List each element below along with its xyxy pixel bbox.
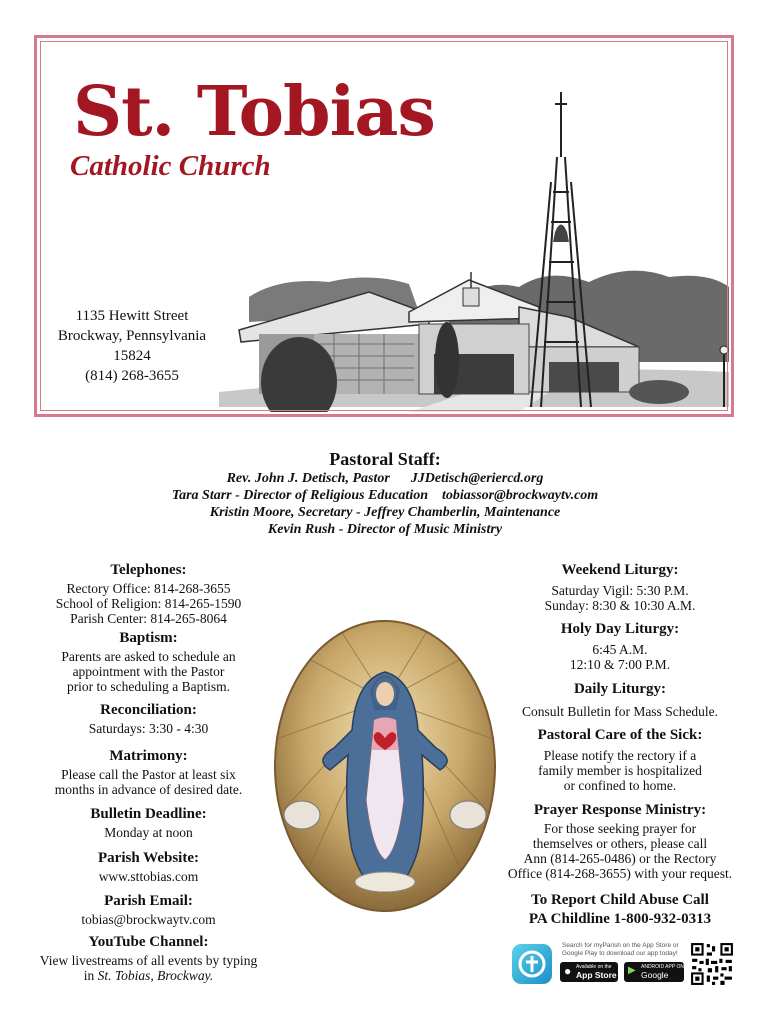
- app-promo-text: [562, 942, 687, 958]
- prayer-text-4: Office (814-268-3655) with your request.: [507, 866, 733, 881]
- prayer-text-2: themselves or others, please call: [532, 836, 708, 851]
- appstore-big-text: App Store: [576, 970, 617, 980]
- baptism-heading: Baptism:: [119, 630, 178, 646]
- sick-text-3: or confined to home.: [563, 778, 677, 793]
- section-website: [40, 850, 257, 884]
- section-prayer-ministry: [505, 802, 735, 881]
- baptism-text-3: prior to scheduling a Baptism.: [66, 679, 231, 694]
- section-reconciliation: [40, 702, 257, 736]
- email-heading: Parish Email:: [104, 893, 193, 909]
- youtube-prefix: in: [83, 968, 98, 983]
- section-pastoral-care: [505, 727, 735, 793]
- sick-text-2: family member is hospitalized: [538, 763, 702, 778]
- church-name: St. Tobias: [73, 72, 435, 152]
- weekend-saturday: Saturday Vigil: 5:30 P.M.: [551, 583, 689, 598]
- email-address[interactable]: tobias@brockwaytv.com: [81, 912, 216, 927]
- mary-stained-glass-image: [274, 620, 496, 912]
- staff-title: Pastoral Staff:: [329, 449, 441, 469]
- prayer-heading: Prayer Response Ministry:: [533, 802, 707, 818]
- app-store-badge[interactable]: [560, 962, 618, 982]
- weekend-sunday: Sunday: 8:30 & 10:30 A.M.: [544, 598, 696, 613]
- staff-pastor: Rev. John J. Detisch, Pastor JJDetisch@eriercd.org: [226, 471, 544, 486]
- bulletin-heading: Bulletin Deadline:: [90, 806, 207, 822]
- section-daily-liturgy: [505, 681, 735, 719]
- googleplay-big-text: Google play: [641, 970, 669, 990]
- staff-secretary: Kristin Moore, Secretary - Jeffrey Chamberlin, Maintenance: [209, 505, 561, 520]
- section-youtube: [20, 934, 277, 983]
- bulletin-text: Monday at noon: [104, 825, 193, 840]
- telephones-heading: Telephones:: [110, 562, 187, 578]
- phone-rectory: Rectory Office: 814-268-3655: [66, 581, 231, 596]
- holyday-heading: Holy Day Liturgy:: [560, 621, 680, 637]
- daily-text: Consult Bulletin for Mass Schedule.: [521, 704, 719, 719]
- baptism-text-1: Parents are asked to schedule an: [61, 649, 236, 664]
- app-promo-line-1: Search for myParish on the App Store or: [562, 942, 679, 949]
- section-child-abuse: [505, 892, 735, 928]
- app-promo-line-2: Google Play to download our app today!: [562, 950, 678, 957]
- section-baptism: [40, 630, 257, 694]
- apple-icon: ●: [564, 964, 572, 978]
- reconciliation-heading: Reconciliation:: [100, 702, 197, 718]
- section-bulletin: [40, 806, 257, 840]
- section-email: [40, 893, 257, 927]
- googleplay-small-text: ANDROID APP ON: [641, 964, 684, 970]
- myparish-app-icon[interactable]: [512, 944, 552, 984]
- section-weekend-liturgy: [505, 562, 735, 613]
- address-phone: (814) 268-3655: [85, 368, 179, 384]
- holyday-time-2: 12:10 & 7:00 P.M.: [569, 657, 671, 672]
- app-promo: [512, 940, 734, 988]
- address-street: 1135 Hewitt Street: [75, 308, 189, 324]
- phone-school: School of Religion: 814-265-1590: [55, 596, 242, 611]
- prayer-text-3: Ann (814-265-0486) or the Rectory: [523, 851, 717, 866]
- youtube-search-term: St. Tobias, Brockway.: [97, 968, 214, 983]
- church-subtitle: Catholic Church: [70, 150, 271, 182]
- website-url[interactable]: www.sttobias.com: [98, 869, 199, 884]
- church-address: [47, 306, 217, 386]
- header-frame: [34, 35, 734, 417]
- youtube-heading: YouTube Channel:: [88, 934, 209, 950]
- prayer-text-1: For those seeking prayer for: [543, 821, 697, 836]
- weekend-heading: Weekend Liturgy:: [561, 562, 679, 578]
- youtube-text-1: View livestreams of all events by typing: [39, 953, 258, 968]
- staff-list: [0, 470, 770, 538]
- reconciliation-text: Saturdays: 3:30 - 4:30: [88, 721, 209, 736]
- appstore-small-text: Available on the: [576, 964, 612, 970]
- baptism-text-2: appointment with the Pastor: [72, 664, 225, 679]
- website-heading: Parish Website:: [98, 850, 199, 866]
- abuse-hotline: PA Childline 1-800-932-0313: [528, 911, 712, 927]
- section-holy-day-liturgy: [505, 621, 735, 672]
- play-icon: ▶: [628, 965, 636, 976]
- daily-heading: Daily Liturgy:: [573, 681, 667, 697]
- church-illustration: [219, 62, 729, 412]
- google-play-badge[interactable]: [624, 962, 684, 990]
- qr-code-icon[interactable]: [690, 942, 734, 986]
- section-matrimony: [40, 748, 257, 797]
- cross-icon: [512, 944, 552, 984]
- address-zip: 15824: [113, 348, 151, 364]
- matrimony-heading: Matrimony:: [109, 748, 188, 764]
- sick-text-1: Please notify the rectory if a: [543, 748, 697, 763]
- phone-parish-center: Parish Center: 814-265-8064: [70, 611, 227, 626]
- abuse-heading: To Report Child Abuse Call: [531, 892, 709, 908]
- youtube-text-2: [20, 968, 277, 983]
- holyday-time-1: 6:45 A.M.: [592, 642, 648, 657]
- section-telephones: [40, 562, 257, 626]
- matrimony-text-1: Please call the Pastor at least six: [61, 767, 236, 782]
- staff-music: Kevin Rush - Director of Music Ministry: [267, 522, 503, 537]
- sick-heading: Pastoral Care of the Sick:: [537, 727, 703, 743]
- matrimony-text-2: months in advance of desired date.: [54, 782, 243, 797]
- address-city: Brockway, Pennsylvania: [57, 328, 207, 344]
- staff-religious-ed: Tara Starr - Director of Religious Education tobiassor@brockwaytv.com: [171, 488, 599, 503]
